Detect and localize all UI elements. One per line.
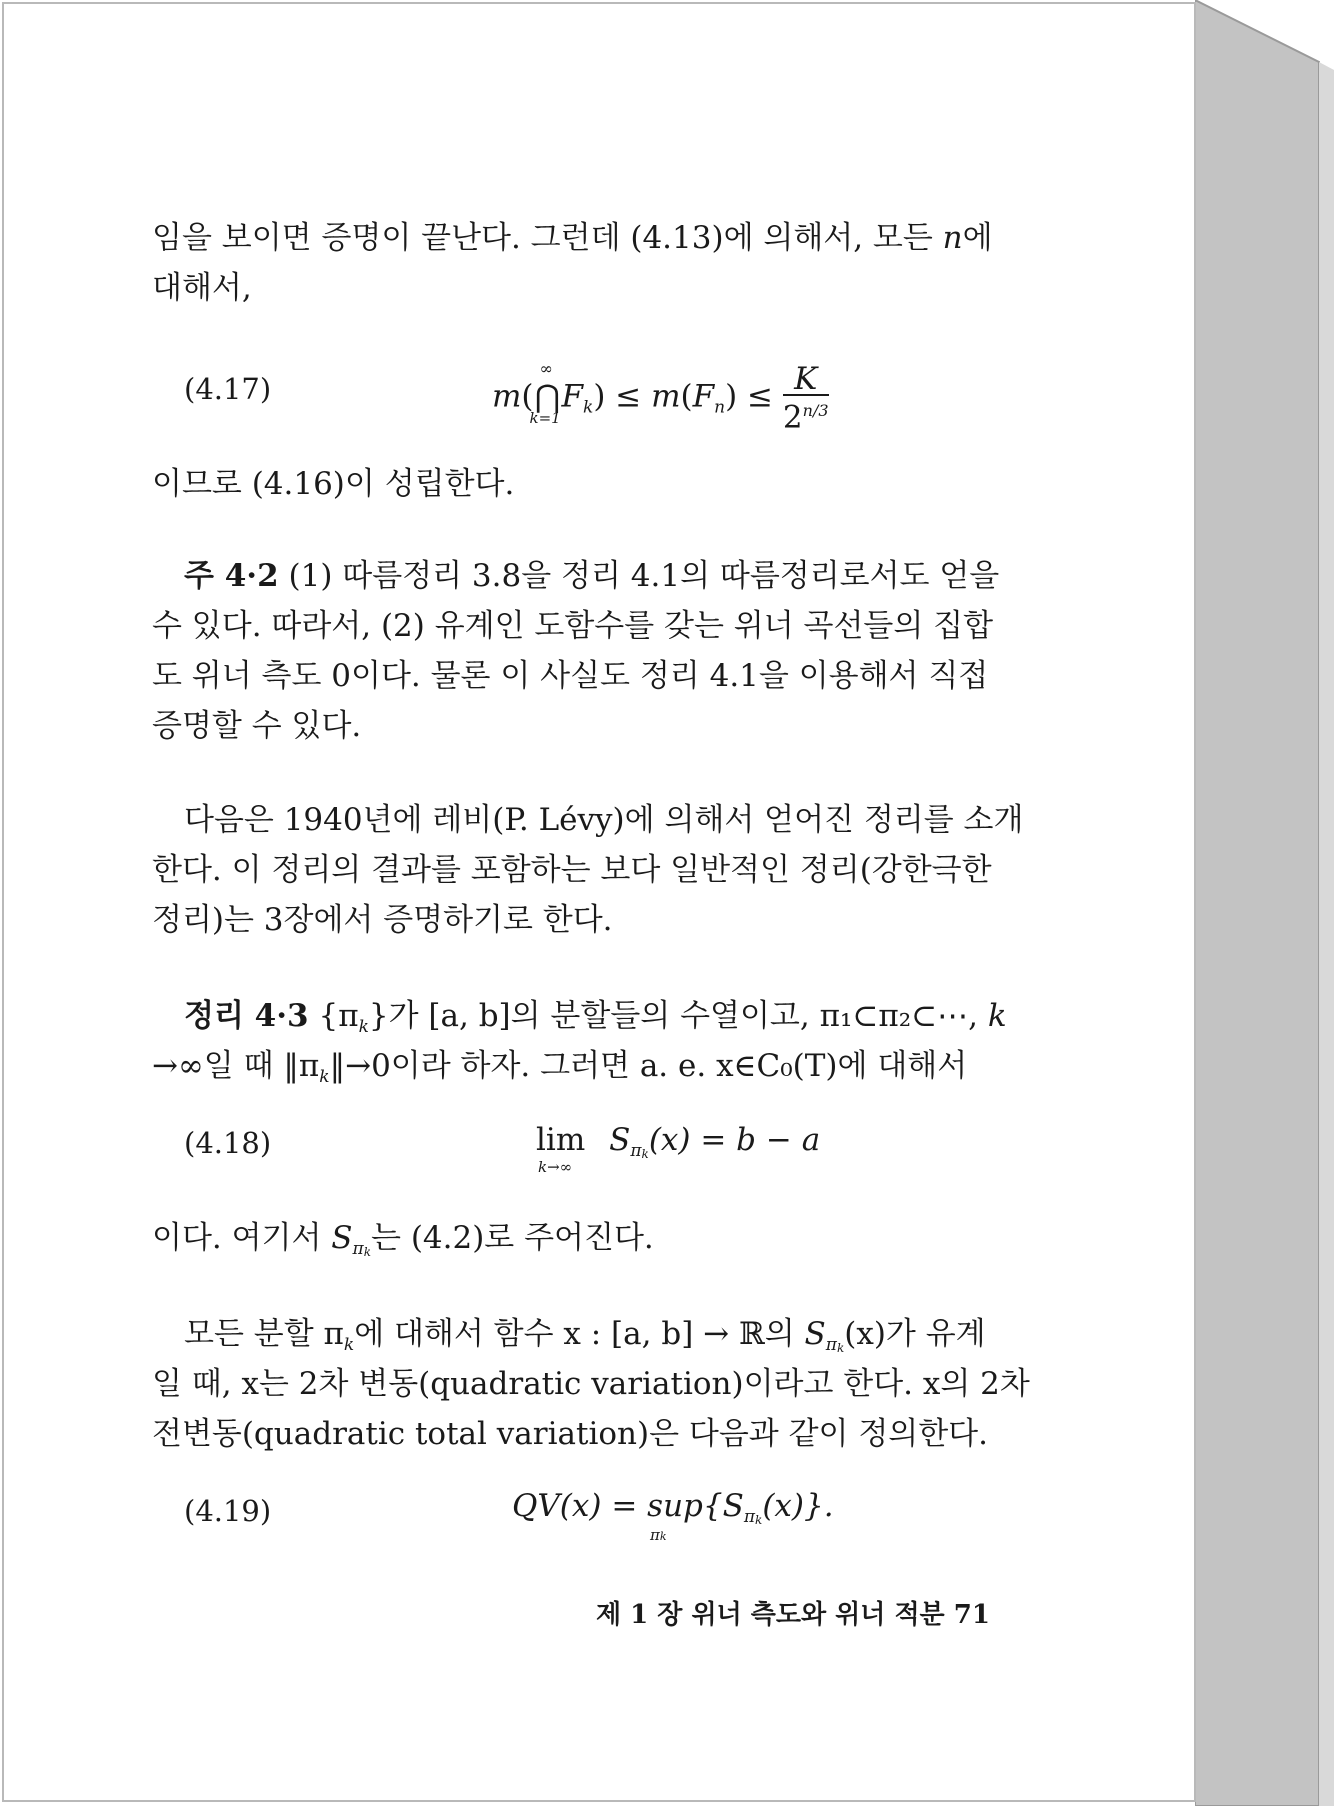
- note-line2: 수 있다. 따라서, (2) 유계인 도함수를 갖는 위너 곡선들의 집합: [152, 608, 994, 644]
- para4: 이다. 여기서 $S_{\pi k}$는 (4.2)로 주어진다.: [152, 1220, 654, 1259]
- note-heading: 주 4·2: [184, 558, 279, 594]
- eq-4-19: QV(x) = sup{ πk $S_{\pi k}(x)$}.: [512, 1488, 834, 1544]
- para3-line3: 정리)는 3장에서 증명하기로 한다.: [152, 902, 613, 938]
- note-line3: 도 위너 측도 0이다. 물론 이 사실도 정리 4.1을 이용해서 직접: [152, 658, 989, 694]
- eq-4-17-number: (4.17): [184, 372, 272, 406]
- note-line1: 주 4·2 (1) 따름정리 3.8을 정리 4.1의 따름정리로서도 얻을: [184, 558, 1000, 594]
- eq-4-17: m( ∞ ⋂ k=1 $F_k) \le m(F_n)$ ≤ $\frac{K}{2^{n/3}}$: [492, 358, 829, 436]
- eq-4-19-number: (4.19): [184, 1494, 272, 1528]
- para3-line1: 다음은 1940년에 레비(P. Lévy)에 의해서 얻어진 정리를 소개: [184, 802, 1024, 838]
- page-footer: 제 1 장 위너 측도와 위너 적분 71: [596, 1600, 990, 1630]
- theorem-line1: 정리 4·3 $\{\pi_k\}$가 [a, b]의 분할들의 수열이고, π₁⊂π₂⊂⋯, k: [184, 998, 1007, 1037]
- para3-line2: 한다. 이 정리의 결과를 포함하는 보다 일반적인 정리(강한극한: [152, 852, 992, 888]
- eq-4-17-fraction: $\frac{K}{2^{n/3}}$: [782, 361, 829, 436]
- book-side-edge: [1195, 0, 1334, 1806]
- para2: 이므로 (4.16)이 성립한다.: [152, 466, 515, 502]
- note-line4: 증명할 수 있다.: [152, 708, 362, 744]
- para5-line3: 전변동(quadratic total variation)은 다음과 같이 정의한다.: [152, 1416, 988, 1452]
- book-page: [2, 2, 1196, 1802]
- para1-line1: 임을 보이면 증명이 끝난다. 그런데 (4.13)에 의해서, 모든 n에: [152, 220, 993, 256]
- theorem-line2: →∞일 때 $‖\pi_k‖\to 0$이라 하자. 그러면 a. e. x∈C₀(T)에 대해서: [152, 1048, 968, 1087]
- eq-4-18-number: (4.18): [184, 1126, 272, 1160]
- eq-4-18: lim k→∞ $S_{\pi k}(x) = b - a$: [536, 1122, 821, 1176]
- theorem-heading: 정리 4·3: [184, 998, 309, 1034]
- para1-line2: 대해서,: [152, 270, 252, 306]
- para5-line2: 일 때, x는 2차 변동(quadratic variation)이라고 한다. x의 2차: [152, 1366, 1030, 1402]
- para5-line1: 모든 분할 $\pi_k$에 대해서 함수 x : [a, b] → ℝ의 $S_{\pi k}(x)$가 유계: [184, 1316, 986, 1355]
